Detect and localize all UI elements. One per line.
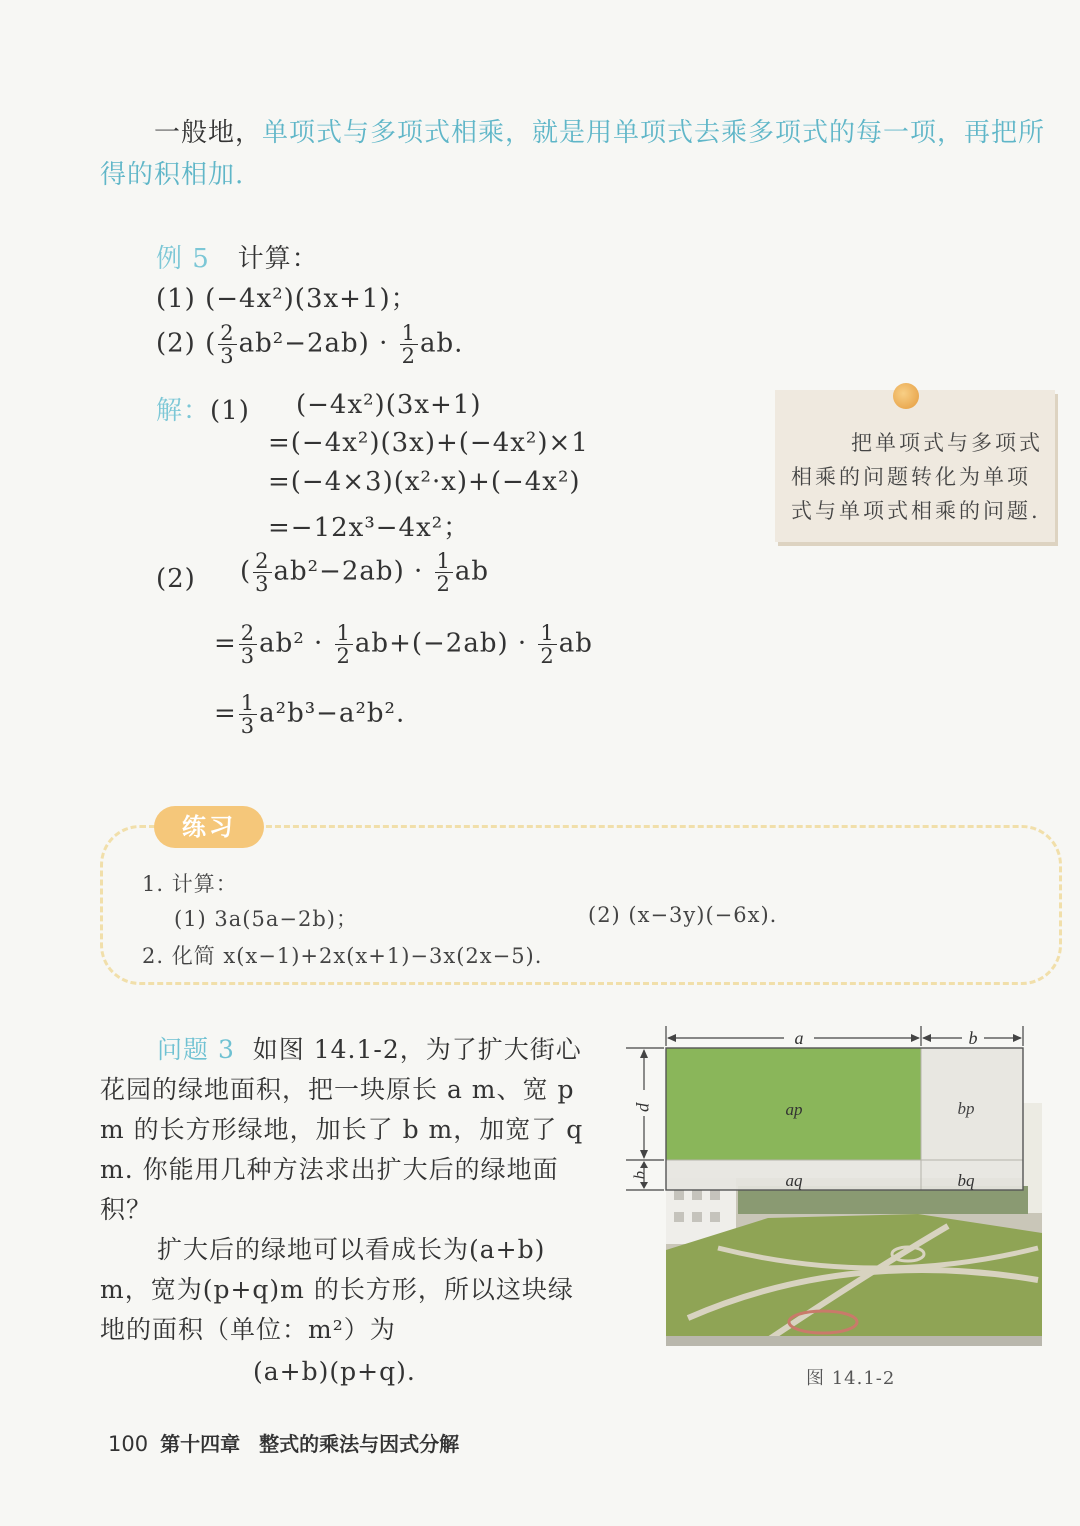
- problem-3-text: 如图 14.1-2，为了扩大街心花园的绿地面积，把一块原长 a m、宽 p m 的长方形绿地，加长了 b m，加宽了 q m. 你能用几种方法求出扩大后的绿地面积？: [100, 1035, 584, 1224]
- intro-first-words: 一般地，: [154, 118, 263, 148]
- figure-14-1-2: [618, 1018, 1054, 1348]
- example-instruction: 计算：: [237, 244, 319, 274]
- solution-2-line-3: = $\frac{1}{3}$ a²b³−a²b².: [214, 691, 406, 738]
- problem2-end: ab.: [419, 328, 464, 359]
- area-bq: bq: [957, 1171, 975, 1190]
- solution-2-line-2: = $\frac{2}{3}$ ab² · $\frac{1}{2}$ ab+(−2ab) · $\frac{1}{2}$ ab: [214, 621, 593, 668]
- problem2-prefix: (2) (: [156, 328, 217, 359]
- page-footer: [108, 1428, 459, 1457]
- fraction-two-thirds: $\frac{2}{3}$: [220, 321, 235, 368]
- chapter-title: 整式的乘法与因式分解: [259, 1432, 460, 1456]
- area-bp: bp: [957, 1099, 975, 1118]
- solution-2-line-1: ( $\frac{2}{3}$ ab²−2ab) · $\frac{1}{2}$ ab: [240, 549, 490, 596]
- rule-text: 单项式与多项式相乘，就是用单项式去乘多项式的每一项，再把所得的积相加.: [100, 118, 1046, 190]
- chapter-label: 第十四章: [160, 1432, 241, 1456]
- problem-3-answer: 扩大后的绿地可以看成长为(a+b) m，宽为(p+q)m 的长方形，所以这块绿地的面积（单位：m²）为: [100, 1235, 574, 1344]
- page-number: 100: [108, 1432, 149, 1456]
- label-b: b: [968, 1028, 978, 1048]
- exercise-q1a: (1) 3a(5a−2b)；: [174, 907, 358, 931]
- example-problem-1: (1) (−4x²)(3x+1)；: [156, 284, 418, 314]
- solution-1-line-4: =−12x³−4x²；: [268, 513, 471, 543]
- solution-label-text: 解：: [156, 396, 211, 426]
- problem2-middle: ab²−2ab) ·: [238, 328, 389, 359]
- problem-3-label: 问题 3: [157, 1035, 235, 1064]
- example-problem-2: [156, 322, 463, 367]
- area-ap: ap: [785, 1100, 803, 1119]
- fraction-one-half: $\frac{1}{2}$: [401, 321, 416, 368]
- problem-3: [100, 1030, 595, 1392]
- solution-label: [156, 390, 250, 427]
- figure-caption: 图 14.1-2: [806, 1368, 896, 1389]
- label-p: p: [636, 1103, 656, 1112]
- label-q: q: [633, 1171, 650, 1179]
- exercise-q1: 1. 计算：: [142, 872, 238, 896]
- example-heading: [156, 238, 319, 275]
- area-aq: aq: [785, 1171, 803, 1190]
- solution-1-line-3: =(−4×3)(x²·x)+(−4x²): [268, 467, 581, 497]
- example-label: 例 5: [156, 244, 210, 274]
- problem-3-formula: (a+b)(p+q).: [253, 1357, 416, 1386]
- pin-icon: [893, 383, 919, 409]
- label-a: a: [794, 1028, 804, 1048]
- exercise-q1b: (2) (x−3y)(−6x).: [588, 903, 778, 927]
- exercise-badge: 练习: [154, 806, 264, 848]
- side-note: [775, 390, 1055, 542]
- rule-paragraph: [100, 112, 1060, 196]
- solution-2-label: (2): [156, 564, 196, 594]
- solution-1-line-2: =(−4x²)(3x)+(−4x²)×1: [268, 428, 589, 458]
- exercise-q2: 2. 化简 x(x−1)+2x(x+1)−3x(2x−5).: [142, 944, 543, 968]
- side-note-text: 把单项式与多项式相乘的问题转化为单项式与单项式相乘的问题.: [791, 431, 1043, 523]
- solution-1-line-1: (−4x²)(3x+1): [296, 390, 482, 420]
- solution-1-label: (1): [210, 396, 250, 426]
